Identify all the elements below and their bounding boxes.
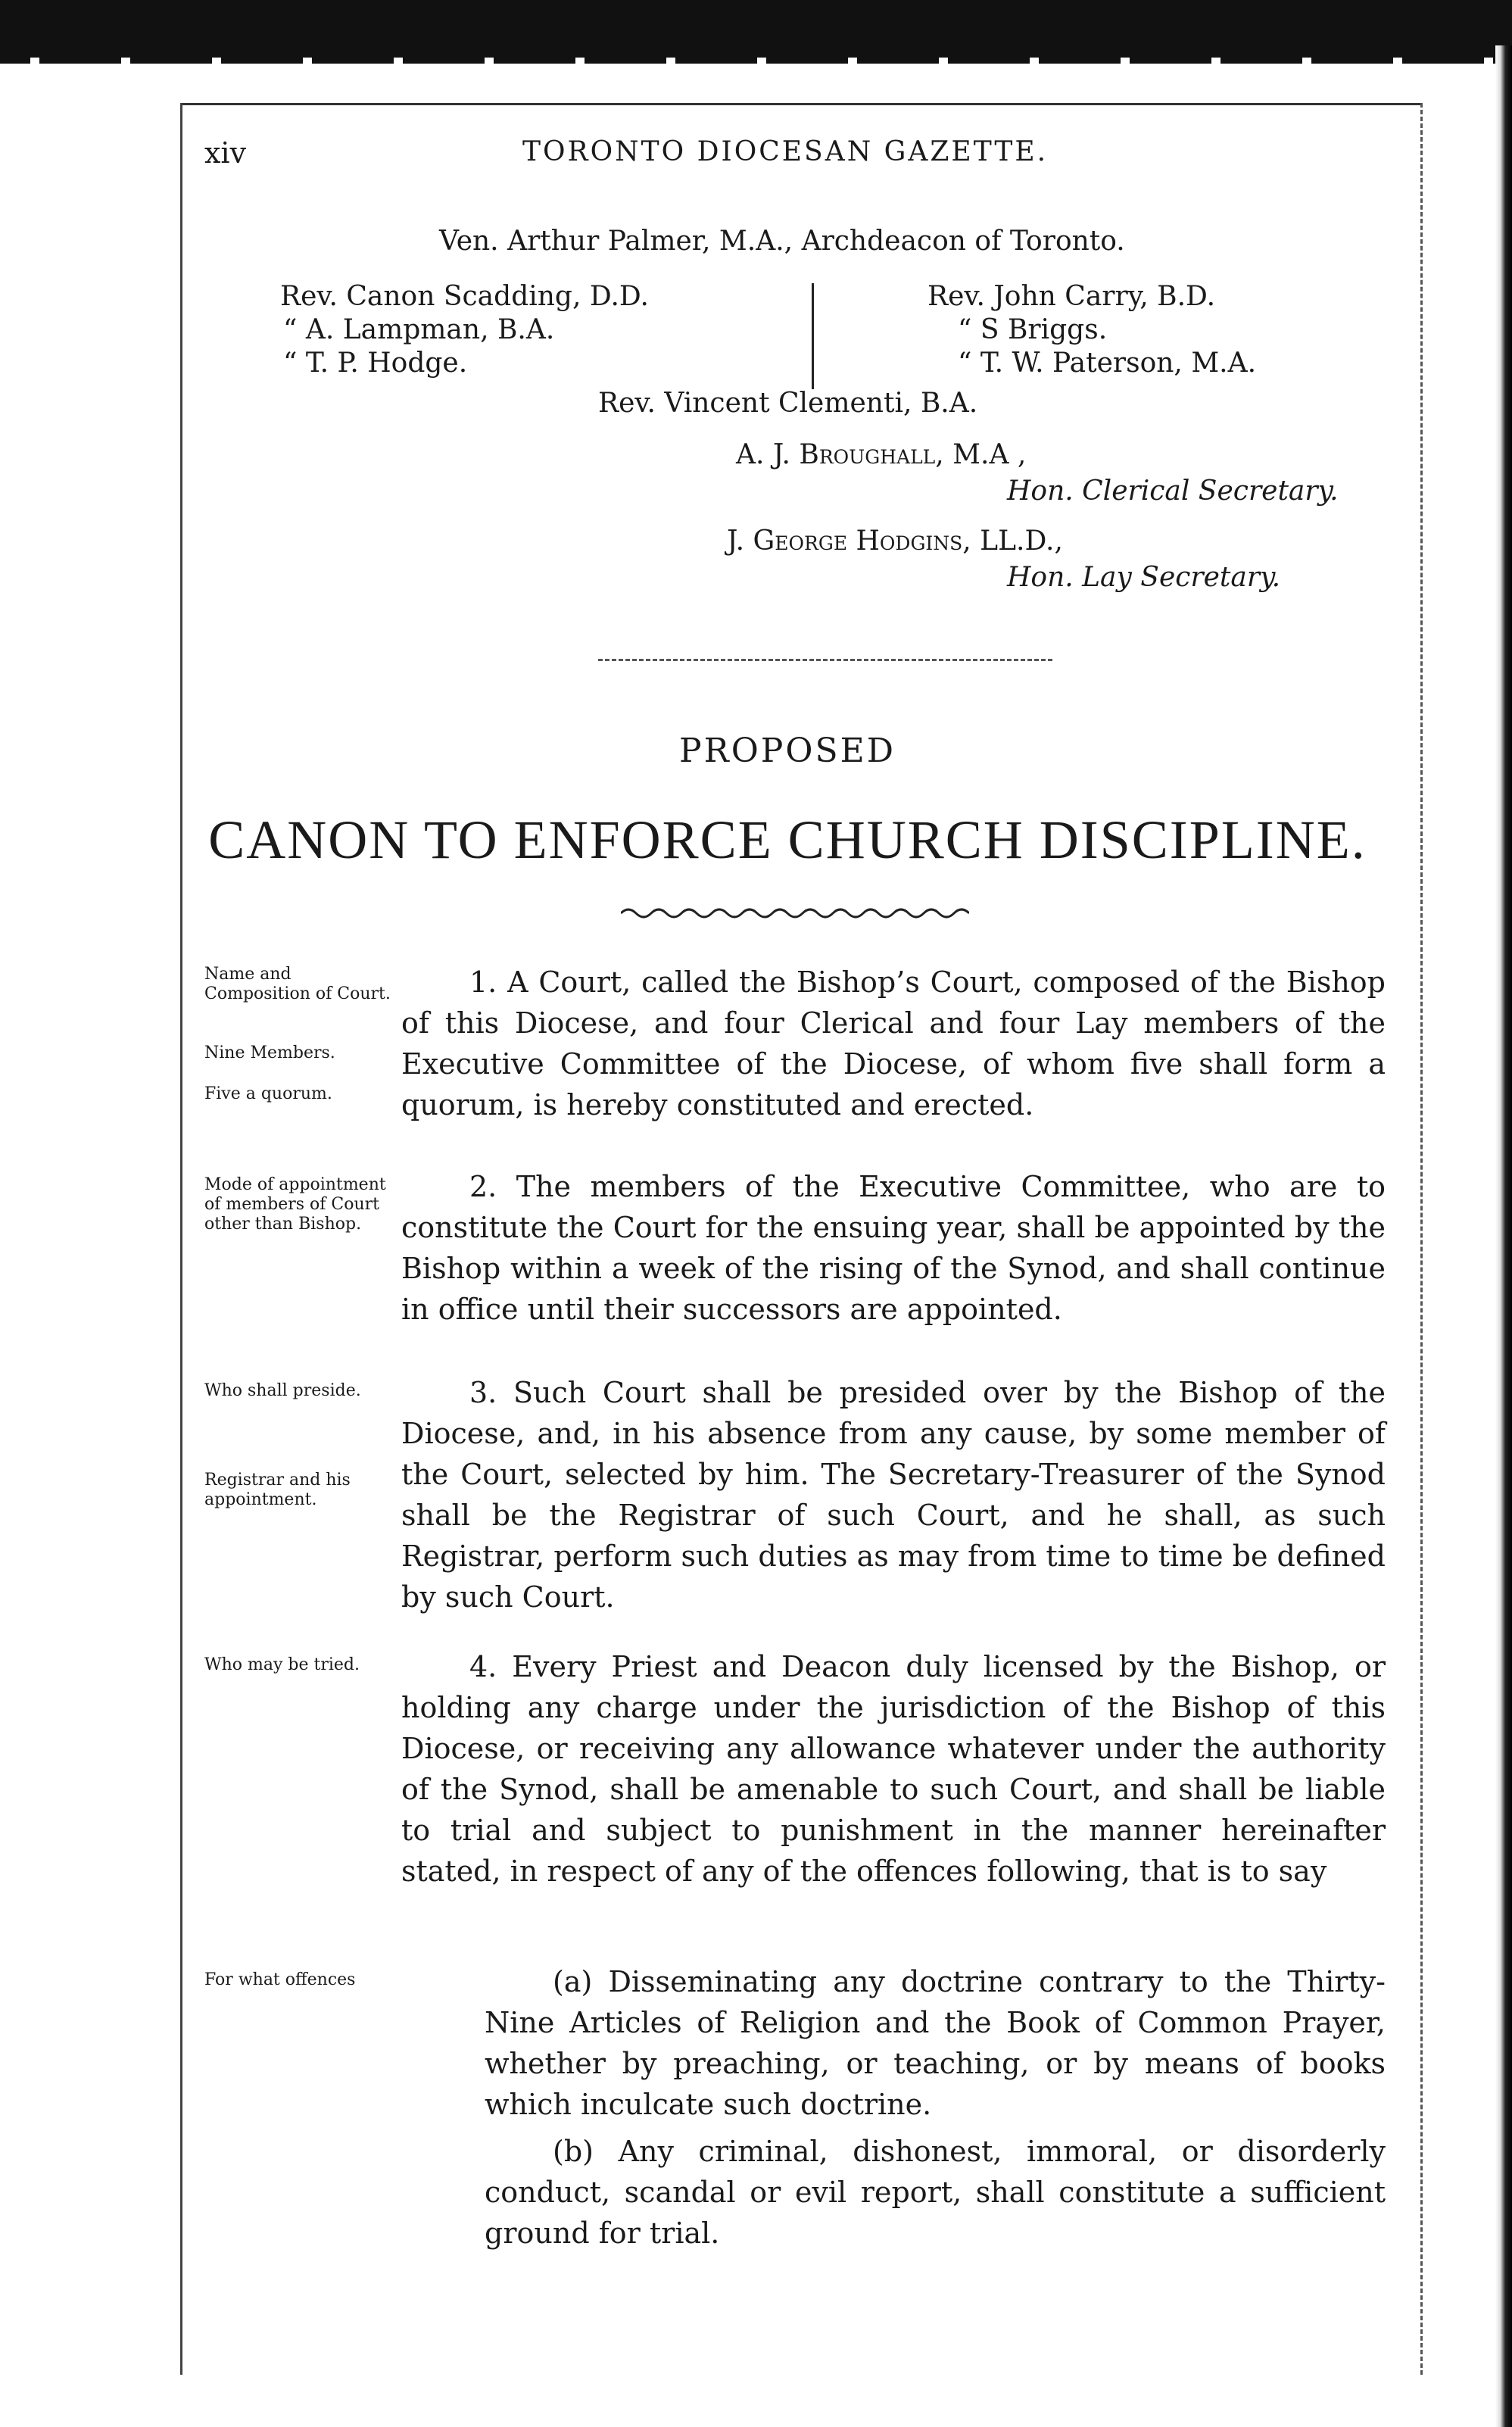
clerical-secretary-title: Hon. Clerical Secretary. xyxy=(1007,476,1339,507)
article-text: 2. The members of the Executive Committee, who are to constitute the Court for the ensuing year, shall be appointed by the Bishop within a week of the rising of the Synod, and shall continue in office until their successors are appointed. xyxy=(401,1170,1386,1326)
page-frame-right xyxy=(1420,103,1423,2375)
committee-right-column xyxy=(927,280,1256,380)
column-divider xyxy=(812,283,814,389)
lay-secretary-title: Hon. Lay Secretary. xyxy=(1007,562,1281,593)
margin-note: Mode of appointment of members of Court other than Bishop. xyxy=(204,1175,386,1234)
margin-note: Five a quorum. xyxy=(204,1084,332,1103)
margin-note: Nine Members. xyxy=(204,1043,335,1062)
proposed-heading: PROPOSED xyxy=(678,732,896,770)
article-text: 3. Such Court shall be presided over by the Bishop of the Diocese, and, in his absence from any cause, by some member of the Court, selected by him. The Secretary-Treasurer of the Synod shall be the Registrar of such Court, and he shall, as such Registrar, perform such duties as may from time to time be defined by such Court. xyxy=(401,1376,1386,1614)
document-page xyxy=(189,136,1386,2250)
committee-member: “ S Briggs. xyxy=(958,314,1108,345)
scan-top-bar xyxy=(0,0,1512,59)
margin-note: Who shall preside. xyxy=(204,1381,361,1400)
page-header xyxy=(189,136,1386,182)
margin-note: Who may be tried. xyxy=(204,1655,360,1674)
committee-member: Rev. Canon Scadding, D.D. xyxy=(280,281,649,312)
margin-note: For what offences xyxy=(204,1970,356,1989)
article-text: 4. Every Priest and Deacon duly licensed by the Bishop, or holding any charge under the jurisdiction of the Bishop of this Diocese, or receiving any allowance whatever under the authority of the Synod, shall be amenable to such Court, and shall be liable to trial and subject to punishment in the manner hereinafter stated, in respect of any of the offences following, that is to say xyxy=(401,1650,1386,1888)
article-text: 1. A Court, called the Bishop’s Court, composed of the Bishop of this Diocese, and four Clerical and four Lay members of the Executive Committee of the Diocese, of whom five shall form a quorum, is hereby constituted and erected. xyxy=(401,965,1386,1121)
page-frame-top xyxy=(180,103,1421,105)
committee-left-column xyxy=(280,280,649,380)
page-frame-left xyxy=(180,103,182,2375)
section-divider xyxy=(598,659,1052,661)
clerical-secretary-name: A. J. Broughall, M.A , xyxy=(736,439,1027,470)
lay-secretary-name: J. George Hodgins, LL.D., xyxy=(727,526,1063,557)
committee-member: “ T. W. Paterson, M.A. xyxy=(958,348,1257,379)
committee-member-vincent: Rev. Vincent Clementi, B.A. xyxy=(598,388,978,419)
page-number: xiv xyxy=(204,136,247,170)
margin-note: Registrar and his appointment. xyxy=(204,1471,351,1509)
running-title: TORONTO DIOCESAN GAZETTE. xyxy=(522,136,1049,167)
offence-b: (b) Any criminal, dishonest, immoral, or disorderly conduct, scandal or evil report, shall constitute a sufficient ground for trial. xyxy=(485,2135,1386,2250)
committee-member: Rev. John Carry, B.D. xyxy=(927,281,1216,312)
offence-a: (a) Disseminating any doctrine contrary to the Thirty-Nine Articles of Religion and the Book of Common Prayer, whether by preaching, or teaching, or by means of books which inculcate such doctrine. xyxy=(485,1965,1386,2121)
canon-title: CANON TO ENFORCE CHURCH DISCIPLINE. xyxy=(208,810,1367,870)
ornamental-rule xyxy=(621,906,969,921)
archdeacon-line: Ven. Arthur Palmer, M.A., Archdeacon of Toronto. xyxy=(439,226,1125,257)
margin-note: Name and Composition of Court. xyxy=(204,965,391,1003)
scan-right-edge xyxy=(1495,45,1512,2427)
committee-member: “ T. P. Hodge. xyxy=(283,348,468,379)
committee-member: “ A. Lampman, B.A. xyxy=(283,314,555,345)
